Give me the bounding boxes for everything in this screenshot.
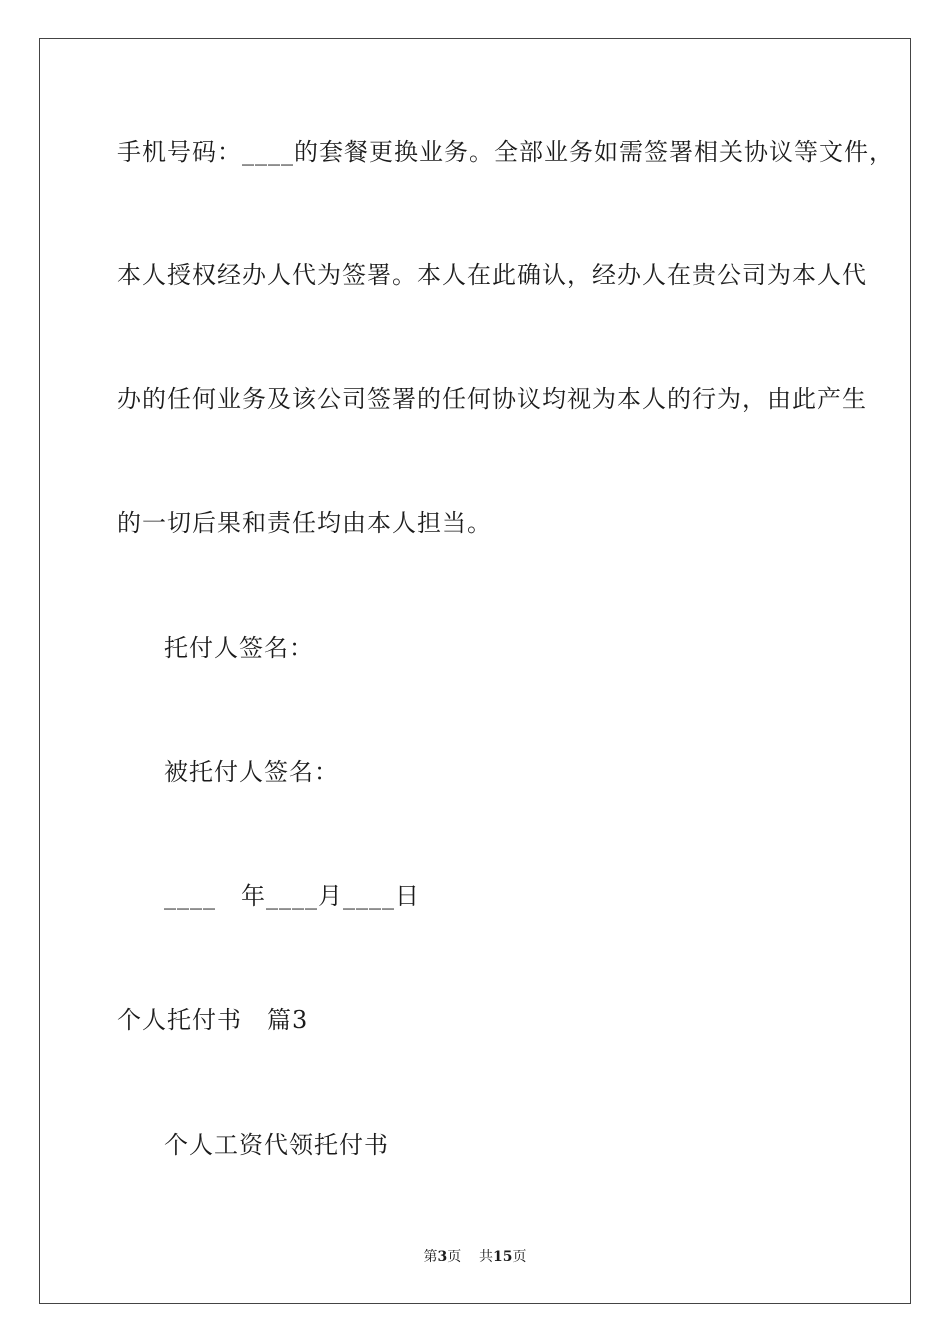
footer-page-number: 3 — [437, 1249, 448, 1265]
document-subtitle: 个人工资代领托付书 — [164, 1131, 389, 1159]
section-heading: 个人托付书 篇3 — [117, 1006, 309, 1034]
footer-total-pages: 15 — [493, 1249, 513, 1265]
footer-total-prefix: 共 — [479, 1249, 494, 1265]
page-footer — [0, 1248, 950, 1266]
paragraph-line-4: 的一切后果和责任均由本人担当。 — [117, 509, 492, 537]
paragraph-line-3: 办的任何业务及该公司签署的任何协议均视为本人的行为，由此产生 — [117, 385, 867, 413]
date-line: ____ 年____月____日 — [164, 882, 420, 910]
footer-page-suffix: 页 — [447, 1249, 462, 1265]
paragraph-line-2: 本人授权经办人代为签署。本人在此确认，经办人在贵公司为本人代 — [117, 261, 867, 289]
paragraph-line-1: 手机号码：____的套餐更换业务。全部业务如需签署相关协议等文件， — [117, 138, 894, 166]
principal-signature-label: 托付人签名： — [164, 634, 314, 662]
agent-signature-label: 被托付人签名： — [164, 758, 339, 786]
footer-page-prefix: 第 — [423, 1249, 438, 1265]
page-frame — [39, 38, 911, 1304]
footer-total-suffix: 页 — [512, 1249, 527, 1265]
